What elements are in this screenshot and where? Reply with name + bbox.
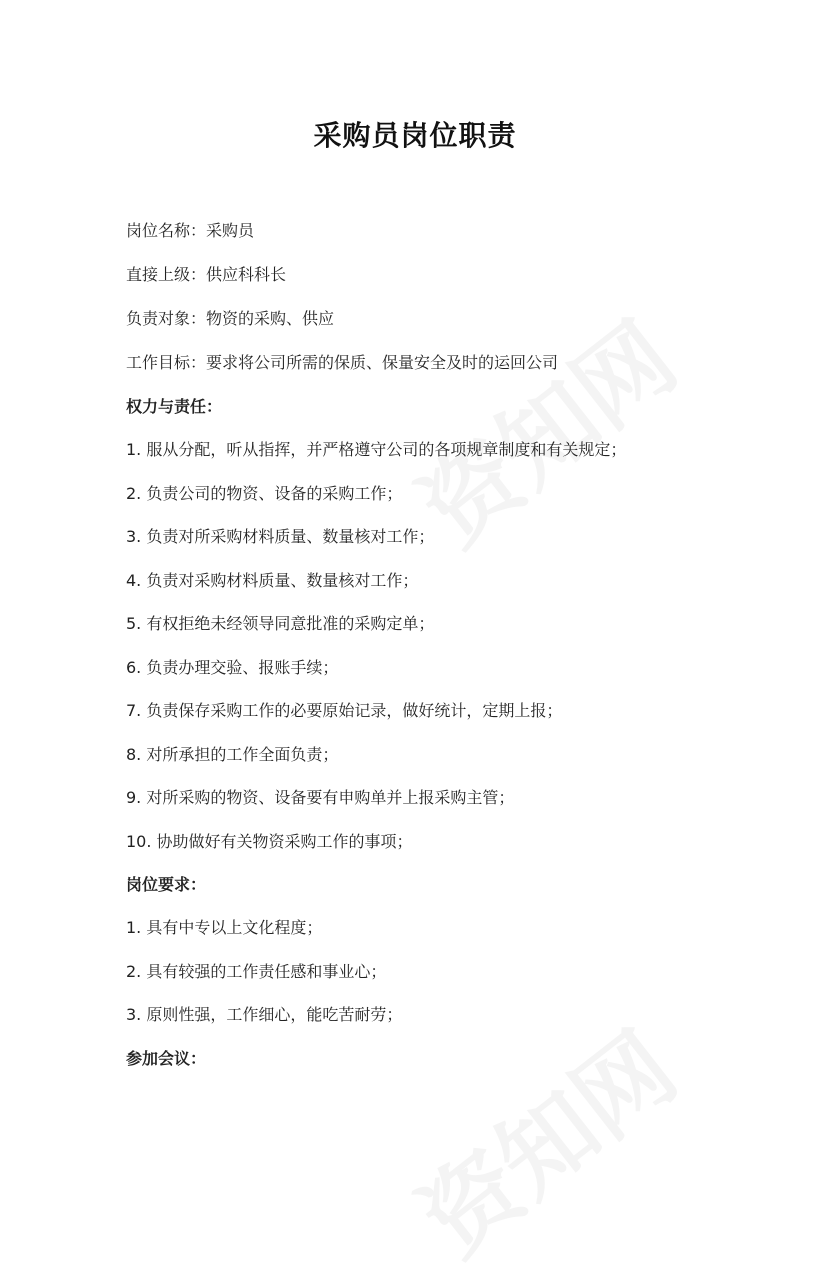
list-item: 1. 服从分配，听从指挥，并严格遵守公司的各项规章制度和有关规定；	[126, 440, 627, 459]
list-item: 4. 负责对采购材料质量、数量核对工作；	[126, 571, 419, 590]
list-item: 3. 原则性强，工作细心，能吃苦耐劳；	[126, 1005, 403, 1024]
field-direct-superior: 直接上级：供应科科长	[126, 265, 287, 284]
field-work-goal: 工作目标：要求将公司所需的保质、保量安全及时的运回公司	[126, 353, 559, 372]
section-heading-meetings: 参加会议：	[126, 1049, 207, 1068]
section-heading-requirements: 岗位要求：	[126, 875, 207, 894]
list-item: 10. 协助做好有关物资采购工作的事项；	[126, 832, 413, 851]
section-heading-responsibilities: 权力与责任：	[126, 397, 223, 416]
field-position-name: 岗位名称：采购员	[126, 221, 255, 240]
watermark	[388, 996, 699, 1281]
document-title: 采购员岗位职责	[313, 119, 517, 152]
list-item: 7. 负责保存采购工作的必要原始记录，做好统计，定期上报；	[126, 701, 563, 720]
list-item: 2. 负责公司的物资、设备的采购工作；	[126, 484, 403, 503]
watermark	[388, 286, 699, 571]
list-item: 3. 负责对所采购材料质量、数量核对工作；	[126, 527, 435, 546]
list-item: 2. 具有较强的工作责任感和事业心；	[126, 962, 387, 981]
field-responsible-object: 负责对象：物资的采购、供应	[126, 309, 335, 328]
list-item: 5. 有权拒绝未经领导同意批准的采购定单；	[126, 614, 435, 633]
list-item: 9. 对所采购的物资、设备要有申购单并上报采购主管；	[126, 788, 515, 807]
list-item: 1. 具有中专以上文化程度；	[126, 918, 323, 937]
list-item: 8. 对所承担的工作全面负责；	[126, 745, 339, 764]
list-item: 6. 负责办理交验、报账手续；	[126, 658, 339, 677]
